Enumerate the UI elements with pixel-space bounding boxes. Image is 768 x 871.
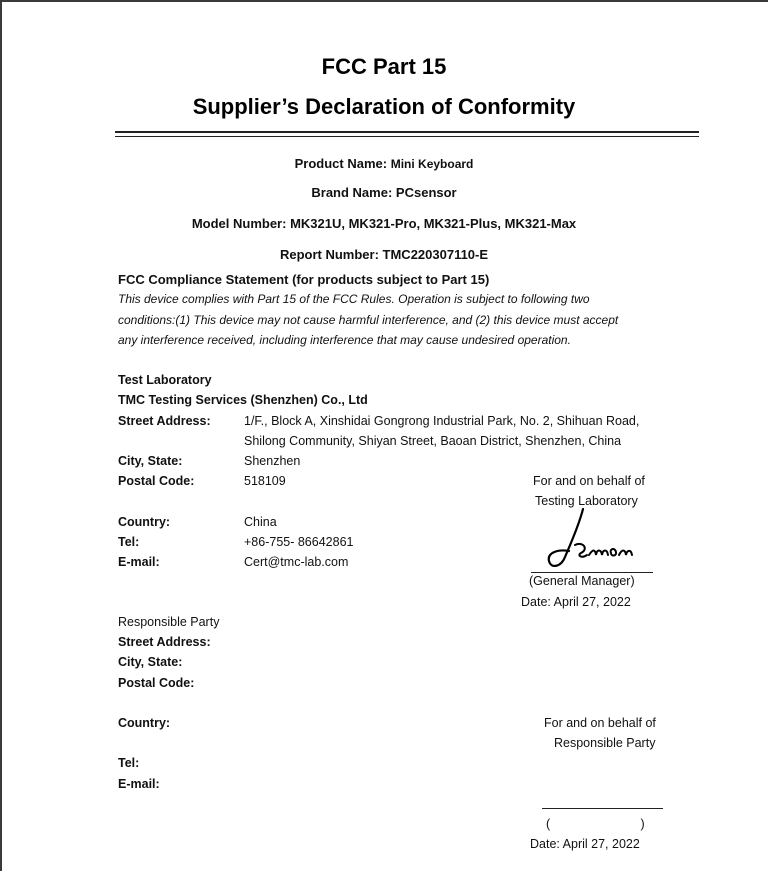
responsible-section-title: Responsible Party bbox=[118, 615, 220, 629]
lab-postal-label: Postal Code: bbox=[118, 474, 195, 488]
report-number-value: TMC220307110-E bbox=[382, 247, 489, 262]
lab-city-label: City, State: bbox=[118, 454, 183, 468]
responsible-signature-date: Date: April 27, 2022 bbox=[530, 837, 640, 851]
brand-name-row bbox=[0, 185, 768, 200]
lab-city-value: Shenzhen bbox=[244, 454, 301, 468]
lab-tel-label: Tel: bbox=[118, 535, 140, 549]
lab-street-line-2: Shilong Community, Shiyan Street, Baoan District, Shenzhen, China bbox=[244, 434, 622, 448]
responsible-city-label: City, State: bbox=[118, 655, 183, 669]
responsible-signatory-parens: ( ) bbox=[546, 817, 645, 831]
model-number-value: MK321U, MK321-Pro, MK321-Plus, MK321-Max bbox=[290, 216, 577, 231]
lab-street-label: Street Address: bbox=[118, 414, 211, 428]
lab-postal-value: 518109 bbox=[244, 474, 286, 488]
lab-signature-line bbox=[531, 572, 653, 573]
title-divider-thick bbox=[115, 131, 699, 133]
product-name-label: Product Name: bbox=[294, 156, 388, 171]
product-name-value: Mini Keyboard bbox=[390, 157, 474, 171]
responsible-street-label: Street Address: bbox=[118, 635, 211, 649]
compliance-line-1: This device complies with Part 15 of the FCC Rules. Operation is subject to following two bbox=[118, 292, 590, 306]
responsible-signature-line bbox=[542, 808, 663, 809]
model-number-row bbox=[0, 216, 768, 231]
brand-name-value: PCsensor bbox=[395, 185, 457, 200]
product-name-row bbox=[0, 156, 768, 171]
compliance-heading: FCC Compliance Statement (for products subject to Part 15) bbox=[118, 272, 490, 287]
lab-country-label: Country: bbox=[118, 515, 171, 529]
brand-name-label: Brand Name: bbox=[311, 185, 393, 200]
lab-tel-value: +86-755- 86642861 bbox=[244, 535, 354, 549]
title-divider-thin bbox=[115, 136, 699, 137]
report-number-row bbox=[0, 247, 768, 262]
model-number-label: Model Number: bbox=[191, 216, 287, 231]
lab-signature-date: Date: April 27, 2022 bbox=[521, 595, 631, 609]
compliance-line-3: any interference received, including interference that may cause undesired operation. bbox=[118, 333, 571, 347]
responsible-behalf-line-2: Responsible Party bbox=[554, 736, 656, 750]
lab-behalf-line-2: Testing Laboratory bbox=[535, 494, 638, 508]
responsible-tel-label: Tel: bbox=[118, 756, 140, 770]
lab-email-label: E-mail: bbox=[118, 555, 160, 569]
handwritten-signature bbox=[535, 505, 645, 575]
responsible-behalf-line-1: For and on behalf of bbox=[544, 716, 656, 730]
page-border-left bbox=[0, 0, 2, 871]
lab-street-line-1: 1/F., Block A, Xinshidai Gongrong Industrial Park, No. 2, Shihuan Road, bbox=[244, 414, 640, 428]
lab-company-name: TMC Testing Services (Shenzhen) Co., Ltd bbox=[118, 393, 368, 407]
responsible-email-label: E-mail: bbox=[118, 777, 160, 791]
compliance-line-2: conditions:(1) This device may not cause harmful interference, and (2) this device must accept bbox=[118, 313, 619, 327]
lab-section-title: Test Laboratory bbox=[118, 373, 212, 387]
document-title: FCC Part 15 bbox=[321, 54, 447, 79]
document-subtitle: Supplier’s Declaration of Conformity bbox=[192, 94, 576, 119]
lab-signatory-role: (General Manager) bbox=[529, 574, 635, 588]
report-number-label: Report Number: bbox=[279, 247, 379, 262]
lab-behalf-line-1: For and on behalf of bbox=[533, 474, 645, 488]
page-border-top bbox=[0, 0, 768, 2]
responsible-postal-label: Postal Code: bbox=[118, 676, 195, 690]
lab-country-value: China bbox=[244, 515, 277, 529]
lab-email-value: Cert@tmc-lab.com bbox=[244, 555, 349, 569]
responsible-country-label: Country: bbox=[118, 716, 171, 730]
